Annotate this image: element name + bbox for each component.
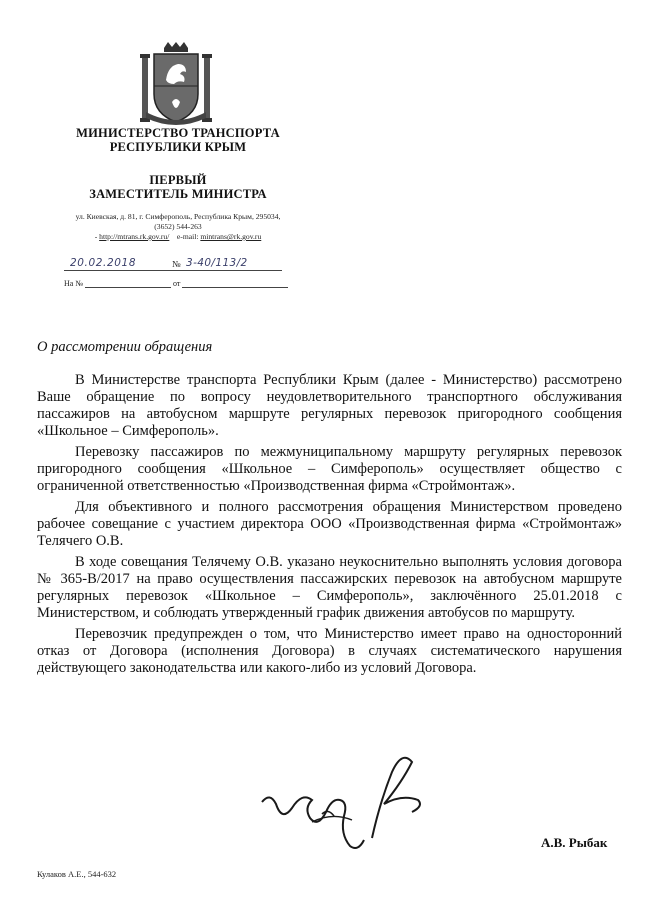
email-link[interactable]: mintrans@rk.gov.ru (200, 232, 262, 241)
address-line1: ул. Киевская, д. 81, г. Симферополь, Республика Крым, 295034, (75, 212, 281, 221)
from-label: от (172, 279, 181, 288)
contacts-line (40, 232, 316, 242)
executor-info: Кулаков А.Е., 544-632 (37, 869, 117, 879)
letter-subject: О рассмотрении обращения (37, 339, 213, 355)
coat-of-arms-icon (138, 42, 214, 126)
registration-no-label: № (172, 259, 181, 269)
position-line1: ПЕРВЫЙ (149, 173, 207, 187)
registration-number: 3-40/113/2 (186, 257, 248, 269)
body-paragraph: Перевозчик предупрежден о том, что Министерство имеет право на односторонний отказ от Договора (исполнения Договора) в случаях систематического нарушения действующего законодательства или какого-либо из условий Договора. (37, 626, 622, 676)
body-paragraph: В Министерстве транспорта Республики Крым (далее - Министерство) рассмотрено Ваше обращение по вопросу неудовлетворительного транспортного обслуживания пассажиров на автобусном маршруте регулярных перевозок пригородного сообщения «Школьное – Симферополь». (37, 372, 622, 439)
org-name-line1: МИНИСТЕРСТВО ТРАНСПОРТА (76, 126, 280, 140)
registration-line (64, 257, 282, 273)
registration-underline (64, 270, 282, 271)
on-no-blank (85, 279, 171, 288)
address-block (40, 212, 316, 242)
position-title (40, 173, 316, 201)
letter-body (37, 372, 622, 681)
on-no-label: На № (64, 279, 83, 288)
from-blank (182, 279, 288, 288)
registration-date: 20.02.2018 (70, 257, 137, 269)
address-line2: (3652) 544-263 (154, 222, 202, 231)
signature-icon (252, 742, 442, 862)
body-paragraph: Перевозку пассажиров по межмуниципальному маршруту регулярных перевозок пригородного сообщения «Школьное – Симферополь» осуществляет общество с ограниченной ответственностью «Производственная фирма «Строймонтаж». (37, 444, 622, 494)
body-paragraph: Для объективного и полного рассмотрения обращения Министерством проведено рабочее совещание с участием директора ООО «Производственная фирма «Строймонтаж» Телячего О.В. (37, 499, 622, 549)
reference-line (64, 279, 288, 288)
body-paragraph: В ходе совещания Телячему О.В. указано неукоснительно выполнять условия договора № 365-В/2017 на право осуществления пассажирских перевозок на автобусном маршруте регулярных перевозок «Школьное – Симферополь», заключённого 25.01.2018 с Министерством, и соблюдать утвержденный график движения автобусов по маршруту. (37, 554, 622, 621)
email-label: e-mail: (176, 232, 199, 241)
org-name-line2: РЕСПУБЛИКИ КРЫМ (109, 140, 247, 154)
position-line2: ЗАМЕСТИТЕЛЬ МИНИСТРА (89, 187, 267, 201)
website-link[interactable]: http://mtrans.rk.gov.ru/ (99, 232, 170, 241)
signer-name: А.В. Рыбак (541, 835, 608, 850)
website-prefix: - (94, 232, 98, 241)
org-name (40, 126, 316, 154)
